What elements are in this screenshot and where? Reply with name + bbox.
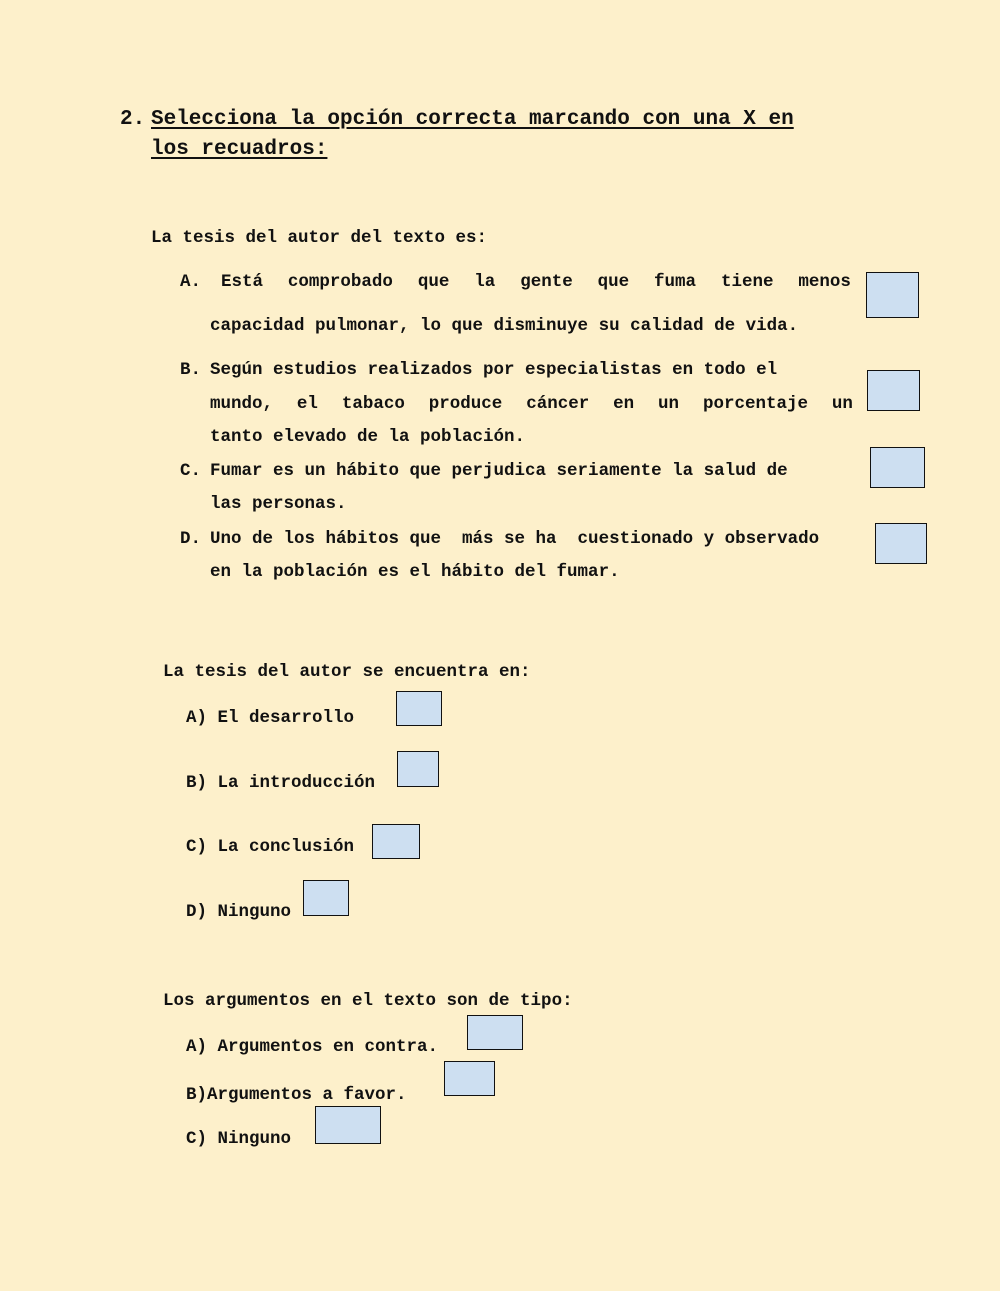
word: que <box>417 272 450 292</box>
word: gente <box>520 272 573 292</box>
option-letter: C. <box>180 461 202 481</box>
word: comprobado <box>287 272 393 292</box>
option-a-line1 <box>221 272 851 292</box>
word: un <box>658 394 680 414</box>
checkbox-option-d[interactable] <box>875 523 927 564</box>
option-a-line2: capacidad pulmonar, lo que disminuye su calidad de vida. <box>210 316 799 336</box>
question-number: 2. <box>120 108 146 131</box>
checkbox-argumentos-contra[interactable] <box>467 1015 523 1050</box>
section3-option-b: B)Argumentos a favor. <box>186 1085 407 1105</box>
checkbox-desarrollo[interactable] <box>396 691 442 726</box>
checkbox-option-a[interactable] <box>866 272 919 318</box>
option-letter: B. <box>180 360 202 380</box>
option-d-line2: en la población es el hábito del fumar. <box>210 562 620 582</box>
option-b-line2 <box>210 394 853 414</box>
option-letter: D. <box>180 529 202 549</box>
section3-prompt: Los argumentos en el texto son de tipo: <box>163 991 573 1011</box>
word: tiene <box>720 272 774 292</box>
word: porcentaje <box>702 394 808 414</box>
word: que <box>597 272 630 292</box>
word: tabaco <box>341 394 405 414</box>
word: en <box>613 394 635 414</box>
option-b-line3: tanto elevado de la población. <box>210 427 526 447</box>
option-b-line1: Según estudios realizados por especialistas en todo el <box>210 360 778 380</box>
word: un <box>831 394 853 414</box>
section2-option-b: B) La introducción <box>186 773 376 793</box>
section1-prompt: La tesis del autor del texto es: <box>151 228 488 248</box>
checkbox-option-c[interactable] <box>870 447 925 488</box>
option-c-line2: las personas. <box>210 494 347 514</box>
word: mundo, <box>210 394 274 414</box>
section2-option-a: A) El desarrollo <box>186 708 355 728</box>
section3-option-c: C) Ninguno <box>186 1129 292 1149</box>
checkbox-ninguno-argumentos[interactable] <box>315 1106 381 1144</box>
word: cáncer <box>526 394 590 414</box>
checkbox-argumentos-favor[interactable] <box>444 1061 495 1096</box>
question-title-line2: los recuadros: <box>151 138 328 161</box>
word: menos <box>798 272 851 292</box>
section2-prompt: La tesis del autor se encuentra en: <box>163 662 531 682</box>
checkbox-introduccion[interactable] <box>397 751 439 787</box>
section3-option-a: A) Argumentos en contra. <box>186 1037 439 1057</box>
word: la <box>474 272 496 292</box>
checkbox-conclusion[interactable] <box>372 824 420 859</box>
word: Está <box>221 272 264 292</box>
section2-option-d: D) Ninguno <box>186 902 292 922</box>
word: produce <box>428 394 503 414</box>
word: fuma <box>654 272 697 292</box>
section2-option-c: C) La conclusión <box>186 837 355 857</box>
option-c-line1: Fumar es un hábito que perjudica seriamente la salud de <box>210 461 788 481</box>
checkbox-ninguno-tesis[interactable] <box>303 880 349 916</box>
option-d-line1: Uno de los hábitos que más se ha cuestionado y observado <box>210 529 820 549</box>
question-title-line1: Selecciona la opción correcta marcando con una X en <box>151 108 794 131</box>
option-letter: A. <box>180 272 202 292</box>
word: el <box>296 394 318 414</box>
checkbox-option-b[interactable] <box>867 370 920 411</box>
